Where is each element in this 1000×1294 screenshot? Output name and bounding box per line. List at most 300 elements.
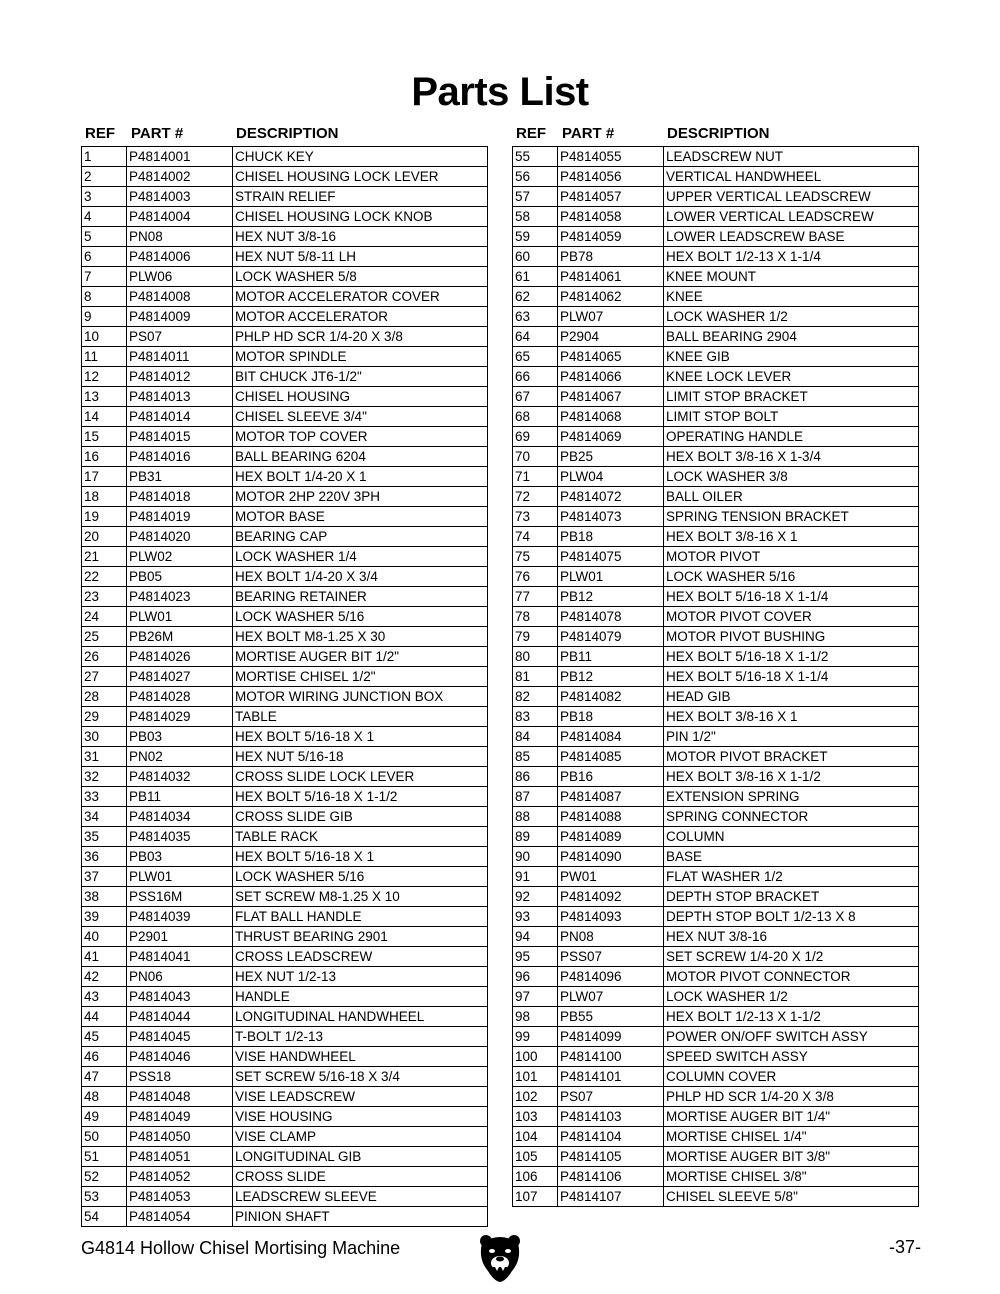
table-row (513, 867, 919, 887)
ref-cell: 28 (82, 687, 127, 707)
table-row (82, 607, 488, 627)
ref-cell: 99 (513, 1027, 558, 1047)
table-row (82, 867, 488, 887)
page-number: -37- (888, 1237, 921, 1257)
ref-cell: 40 (82, 927, 127, 947)
description-cell: CROSS SLIDE (233, 1167, 488, 1187)
ref-cell: 89 (513, 827, 558, 847)
part-number-cell: PS07 (127, 327, 233, 347)
table-row (513, 1187, 919, 1207)
part-number-cell: PSS07 (558, 947, 664, 967)
ref-cell: 65 (513, 347, 558, 367)
description-cell: MOTOR ACCELERATOR (233, 307, 488, 327)
table-row (513, 767, 919, 787)
description-cell: BALL BEARING 2904 (664, 327, 919, 347)
part-number-cell: P4814090 (558, 847, 664, 867)
ref-cell: 103 (513, 1107, 558, 1127)
ref-cell: 46 (82, 1047, 127, 1067)
table-row (513, 887, 919, 907)
ref-cell: 47 (82, 1067, 127, 1087)
ref-cell: 16 (82, 447, 127, 467)
part-number-cell: P4814075 (558, 547, 664, 567)
part-number-cell: PLW07 (558, 987, 664, 1007)
description-cell: BALL OILER (664, 487, 919, 507)
table-row (513, 1087, 919, 1107)
description-cell: SPEED SWITCH ASSY (664, 1047, 919, 1067)
table-row (513, 807, 919, 827)
table-row (82, 927, 488, 947)
ref-cell: 55 (513, 147, 558, 167)
description-cell: HEX BOLT 5/16-18 X 1-1/4 (664, 587, 919, 607)
part-number-cell: P4814068 (558, 407, 664, 427)
ref-cell: 73 (513, 507, 558, 527)
part-number-cell: P4814065 (558, 347, 664, 367)
description-cell: CROSS SLIDE LOCK LEVER (233, 767, 488, 787)
table-row (82, 667, 488, 687)
table-row (513, 1027, 919, 1047)
description-cell: MOTOR PIVOT (664, 547, 919, 567)
ref-cell: 18 (82, 487, 127, 507)
ref-cell: 13 (82, 387, 127, 407)
table-row (82, 947, 488, 967)
part-number-cell: P4814015 (127, 427, 233, 447)
table-header (512, 122, 918, 146)
part-number-cell: P4814085 (558, 747, 664, 767)
description-cell: VISE LEADSCREW (233, 1087, 488, 1107)
ref-cell: 27 (82, 667, 127, 687)
description-cell: THRUST BEARING 2901 (233, 927, 488, 947)
part-number-cell: P4814002 (127, 167, 233, 187)
ref-cell: 42 (82, 967, 127, 987)
ref-cell: 90 (513, 847, 558, 867)
part-number-cell: P4814056 (558, 167, 664, 187)
description-cell: LONGITUDINAL GIB (233, 1147, 488, 1167)
ref-cell: 6 (82, 247, 127, 267)
description-cell: HEX BOLT 1/2-13 X 1-1/4 (664, 247, 919, 267)
part-number-cell: P4814019 (127, 507, 233, 527)
description-cell: LONGITUDINAL HANDWHEEL (233, 1007, 488, 1027)
ref-cell: 11 (82, 347, 127, 367)
description-cell: HEX BOLT 1/4-20 X 3/4 (233, 567, 488, 587)
description-cell: COLUMN COVER (664, 1067, 919, 1087)
description-cell: DEPTH STOP BRACKET (664, 887, 919, 907)
description-cell: HEX BOLT 5/16-18 X 1 (233, 847, 488, 867)
description-cell: SET SCREW 5/16-18 X 3/4 (233, 1067, 488, 1087)
table-row (82, 907, 488, 927)
part-number-cell: PLW02 (127, 547, 233, 567)
header-part-number: PART # (131, 125, 184, 142)
ref-cell: 96 (513, 967, 558, 987)
description-cell: MORTISE AUGER BIT 3/8" (664, 1147, 919, 1167)
header-part-number: PART # (562, 125, 615, 142)
part-number-cell: PLW07 (558, 307, 664, 327)
part-number-cell: PB12 (558, 587, 664, 607)
table-row (82, 967, 488, 987)
table-row (82, 1127, 488, 1147)
table-row (513, 307, 919, 327)
table-row (513, 927, 919, 947)
table-row (82, 727, 488, 747)
ref-cell: 1 (82, 147, 127, 167)
parts-list-left-column (81, 122, 487, 1227)
ref-cell: 88 (513, 807, 558, 827)
part-number-cell: P4814067 (558, 387, 664, 407)
parts-list-right-column (512, 122, 918, 1207)
part-number-cell: PB05 (127, 567, 233, 587)
table-row (513, 267, 919, 287)
description-cell: MOTOR PIVOT COVER (664, 607, 919, 627)
table-row (513, 147, 919, 167)
part-number-cell: PN08 (127, 227, 233, 247)
ref-cell: 63 (513, 307, 558, 327)
description-cell: SPRING CONNECTOR (664, 807, 919, 827)
ref-cell: 32 (82, 767, 127, 787)
header-ref: REF (516, 125, 546, 142)
ref-cell: 20 (82, 527, 127, 547)
description-cell: MOTOR ACCELERATOR COVER (233, 287, 488, 307)
part-number-cell: P4814028 (127, 687, 233, 707)
ref-cell: 104 (513, 1127, 558, 1147)
table-row (513, 607, 919, 627)
part-number-cell: PB31 (127, 467, 233, 487)
part-number-cell: PLW01 (558, 567, 664, 587)
ref-cell: 78 (513, 607, 558, 627)
description-cell: HEX BOLT 1/2-13 X 1-1/2 (664, 1007, 919, 1027)
table-row (513, 167, 919, 187)
table-row (82, 1027, 488, 1047)
part-number-cell: P4814057 (558, 187, 664, 207)
table-row (513, 787, 919, 807)
part-number-cell: PB18 (558, 707, 664, 727)
description-cell: LOCK WASHER 5/16 (664, 567, 919, 587)
part-number-cell: P4814100 (558, 1047, 664, 1067)
ref-cell: 22 (82, 567, 127, 587)
table-row (82, 507, 488, 527)
part-number-cell: PN02 (127, 747, 233, 767)
table-row (513, 727, 919, 747)
part-number-cell: P4814106 (558, 1167, 664, 1187)
description-cell: PHLP HD SCR 1/4-20 X 3/8 (233, 327, 488, 347)
description-cell: HEX BOLT M8-1.25 X 30 (233, 627, 488, 647)
description-cell: HEX BOLT 1/4-20 X 1 (233, 467, 488, 487)
ref-cell: 14 (82, 407, 127, 427)
table-row (82, 427, 488, 447)
table-row (513, 387, 919, 407)
description-cell: CHUCK KEY (233, 147, 488, 167)
part-number-cell: P4814013 (127, 387, 233, 407)
description-cell: LEADSCREW SLEEVE (233, 1187, 488, 1207)
ref-cell: 21 (82, 547, 127, 567)
table-row (82, 747, 488, 767)
part-number-cell: P4814027 (127, 667, 233, 687)
part-number-cell: PN06 (127, 967, 233, 987)
table-row (82, 587, 488, 607)
ref-cell: 38 (82, 887, 127, 907)
table-row (513, 1047, 919, 1067)
ref-cell: 17 (82, 467, 127, 487)
description-cell: HEX NUT 5/16-18 (233, 747, 488, 767)
table-row (513, 467, 919, 487)
ref-cell: 102 (513, 1087, 558, 1107)
table-row (82, 1187, 488, 1207)
part-number-cell: PSS16M (127, 887, 233, 907)
ref-cell: 9 (82, 307, 127, 327)
table-row (82, 847, 488, 867)
header-description: DESCRIPTION (236, 125, 339, 142)
table-row (513, 1107, 919, 1127)
description-cell: LIMIT STOP BRACKET (664, 387, 919, 407)
part-number-cell: P4814061 (558, 267, 664, 287)
ref-cell: 64 (513, 327, 558, 347)
part-number-cell: P4814107 (558, 1187, 664, 1207)
part-number-cell: P4814020 (127, 527, 233, 547)
footer-model-title: G4814 Hollow Chisel Mortising Machine (81, 1238, 401, 1258)
part-number-cell: P4814006 (127, 247, 233, 267)
part-number-cell: P4814009 (127, 307, 233, 327)
ref-cell: 23 (82, 587, 127, 607)
ref-cell: 19 (82, 507, 127, 527)
table-row (513, 707, 919, 727)
part-number-cell: P4814105 (558, 1147, 664, 1167)
part-number-cell: P4814050 (127, 1127, 233, 1147)
table-row (82, 827, 488, 847)
ref-cell: 43 (82, 987, 127, 1007)
part-number-cell: P4814066 (558, 367, 664, 387)
part-number-cell: P4814059 (558, 227, 664, 247)
ref-cell: 10 (82, 327, 127, 347)
ref-cell: 71 (513, 467, 558, 487)
table-row (513, 287, 919, 307)
part-number-cell: PB16 (558, 767, 664, 787)
description-cell: MOTOR 2HP 220V 3PH (233, 487, 488, 507)
table-row (513, 947, 919, 967)
ref-cell: 98 (513, 1007, 558, 1027)
ref-cell: 75 (513, 547, 558, 567)
ref-cell: 39 (82, 907, 127, 927)
part-number-cell: P4814049 (127, 1107, 233, 1127)
ref-cell: 44 (82, 1007, 127, 1027)
description-cell: LOWER LEADSCREW BASE (664, 227, 919, 247)
description-cell: POWER ON/OFF SWITCH ASSY (664, 1027, 919, 1047)
part-number-cell: P4814011 (127, 347, 233, 367)
description-cell: HEAD GIB (664, 687, 919, 707)
description-cell: LEADSCREW NUT (664, 147, 919, 167)
description-cell: HEX NUT 1/2-13 (233, 967, 488, 987)
part-number-cell: PB11 (558, 647, 664, 667)
ref-cell: 12 (82, 367, 127, 387)
part-number-cell: P4814103 (558, 1107, 664, 1127)
part-number-cell: P4814029 (127, 707, 233, 727)
description-cell: MORTISE CHISEL 3/8" (664, 1167, 919, 1187)
ref-cell: 15 (82, 427, 127, 447)
table-row (82, 187, 488, 207)
table-row (82, 367, 488, 387)
ref-cell: 83 (513, 707, 558, 727)
description-cell: TABLE RACK (233, 827, 488, 847)
part-number-cell: P4814054 (127, 1207, 233, 1227)
description-cell: BEARING CAP (233, 527, 488, 547)
table-row (513, 327, 919, 347)
description-cell: HEX BOLT 3/8-16 X 1 (664, 527, 919, 547)
ref-cell: 53 (82, 1187, 127, 1207)
table-row (513, 827, 919, 847)
ref-cell: 106 (513, 1167, 558, 1187)
part-number-cell: PB12 (558, 667, 664, 687)
ref-cell: 85 (513, 747, 558, 767)
table-row (82, 207, 488, 227)
ref-cell: 52 (82, 1167, 127, 1187)
ref-cell: 56 (513, 167, 558, 187)
description-cell: CHISEL SLEEVE 5/8" (664, 1187, 919, 1207)
table-row (82, 807, 488, 827)
ref-cell: 25 (82, 627, 127, 647)
part-number-cell: P2901 (127, 927, 233, 947)
description-cell: VISE CLAMP (233, 1127, 488, 1147)
description-cell: CHISEL SLEEVE 3/4" (233, 407, 488, 427)
ref-cell: 3 (82, 187, 127, 207)
ref-cell: 91 (513, 867, 558, 887)
table-row (513, 507, 919, 527)
ref-cell: 105 (513, 1147, 558, 1167)
ref-cell: 81 (513, 667, 558, 687)
ref-cell: 62 (513, 287, 558, 307)
ref-cell: 101 (513, 1067, 558, 1087)
part-number-cell: PS07 (558, 1087, 664, 1107)
table-row (513, 1067, 919, 1087)
description-cell: VERTICAL HANDWHEEL (664, 167, 919, 187)
part-number-cell: PSS18 (127, 1067, 233, 1087)
description-cell: HEX NUT 3/8-16 (664, 927, 919, 947)
description-cell: KNEE MOUNT (664, 267, 919, 287)
table-row (82, 387, 488, 407)
description-cell: MOTOR PIVOT CONNECTOR (664, 967, 919, 987)
description-cell: KNEE GIB (664, 347, 919, 367)
part-number-cell: P4814001 (127, 147, 233, 167)
part-number-cell: PB78 (558, 247, 664, 267)
table-row (513, 187, 919, 207)
description-cell: LOCK WASHER 5/16 (233, 607, 488, 627)
table-row (82, 707, 488, 727)
part-number-cell: P4814034 (127, 807, 233, 827)
ref-cell: 95 (513, 947, 558, 967)
part-number-cell: P4814069 (558, 427, 664, 447)
table-row (82, 547, 488, 567)
description-cell: CHISEL HOUSING (233, 387, 488, 407)
description-cell: CHISEL HOUSING LOCK KNOB (233, 207, 488, 227)
description-cell: HEX NUT 5/8-11 LH (233, 247, 488, 267)
part-number-cell: P4814088 (558, 807, 664, 827)
description-cell: LOCK WASHER 3/8 (664, 467, 919, 487)
table-row (513, 547, 919, 567)
description-cell: BEARING RETAINER (233, 587, 488, 607)
table-row (513, 847, 919, 867)
ref-cell: 84 (513, 727, 558, 747)
description-cell: MOTOR BASE (233, 507, 488, 527)
description-cell: HANDLE (233, 987, 488, 1007)
part-number-cell: P4814016 (127, 447, 233, 467)
table-row (513, 987, 919, 1007)
table-row (513, 1167, 919, 1187)
header-description: DESCRIPTION (667, 125, 770, 142)
part-number-cell: P4814062 (558, 287, 664, 307)
table-row (82, 887, 488, 907)
parts-table-left (81, 146, 488, 1227)
part-number-cell: PB11 (127, 787, 233, 807)
part-number-cell: P4814018 (127, 487, 233, 507)
table-row (82, 447, 488, 467)
part-number-cell: P4814039 (127, 907, 233, 927)
description-cell: BIT CHUCK JT6-1/2" (233, 367, 488, 387)
ref-cell: 86 (513, 767, 558, 787)
table-row (513, 1007, 919, 1027)
table-row (82, 787, 488, 807)
table-row (513, 1127, 919, 1147)
description-cell: MOTOR WIRING JUNCTION BOX (233, 687, 488, 707)
ref-cell: 2 (82, 167, 127, 187)
ref-cell: 58 (513, 207, 558, 227)
description-cell: EXTENSION SPRING (664, 787, 919, 807)
description-cell: TABLE (233, 707, 488, 727)
ref-cell: 31 (82, 747, 127, 767)
part-number-cell: P4814073 (558, 507, 664, 527)
ref-cell: 4 (82, 207, 127, 227)
part-number-cell: P4814045 (127, 1027, 233, 1047)
part-number-cell: P4814087 (558, 787, 664, 807)
header-ref: REF (85, 125, 115, 142)
table-row (513, 247, 919, 267)
ref-cell: 45 (82, 1027, 127, 1047)
part-number-cell: P4814096 (558, 967, 664, 987)
table-row (82, 487, 488, 507)
part-number-cell: PLW01 (127, 867, 233, 887)
table-row (513, 747, 919, 767)
ref-cell: 24 (82, 607, 127, 627)
table-row (82, 1087, 488, 1107)
part-number-cell: PLW04 (558, 467, 664, 487)
ref-cell: 68 (513, 407, 558, 427)
part-number-cell: PB03 (127, 847, 233, 867)
description-cell: PIN 1/2" (664, 727, 919, 747)
ref-cell: 82 (513, 687, 558, 707)
part-number-cell: P4814058 (558, 207, 664, 227)
ref-cell: 72 (513, 487, 558, 507)
table-row (513, 567, 919, 587)
ref-cell: 37 (82, 867, 127, 887)
table-row (513, 227, 919, 247)
table-row (513, 367, 919, 387)
description-cell: PHLP HD SCR 1/4-20 X 3/8 (664, 1087, 919, 1107)
table-row (82, 647, 488, 667)
part-number-cell: PB55 (558, 1007, 664, 1027)
part-number-cell: PB03 (127, 727, 233, 747)
ref-cell: 94 (513, 927, 558, 947)
table-header (81, 122, 487, 146)
part-number-cell: P4814089 (558, 827, 664, 847)
description-cell: LOWER VERTICAL LEADSCREW (664, 207, 919, 227)
description-cell: KNEE (664, 287, 919, 307)
part-number-cell: P4814012 (127, 367, 233, 387)
table-row (82, 1047, 488, 1067)
ref-cell: 69 (513, 427, 558, 447)
description-cell: STRAIN RELIEF (233, 187, 488, 207)
table-row (82, 287, 488, 307)
ref-cell: 97 (513, 987, 558, 1007)
table-row (513, 667, 919, 687)
table-row (82, 247, 488, 267)
part-number-cell: P4814078 (558, 607, 664, 627)
ref-cell: 77 (513, 587, 558, 607)
description-cell: HEX BOLT 5/16-18 X 1-1/4 (664, 667, 919, 687)
